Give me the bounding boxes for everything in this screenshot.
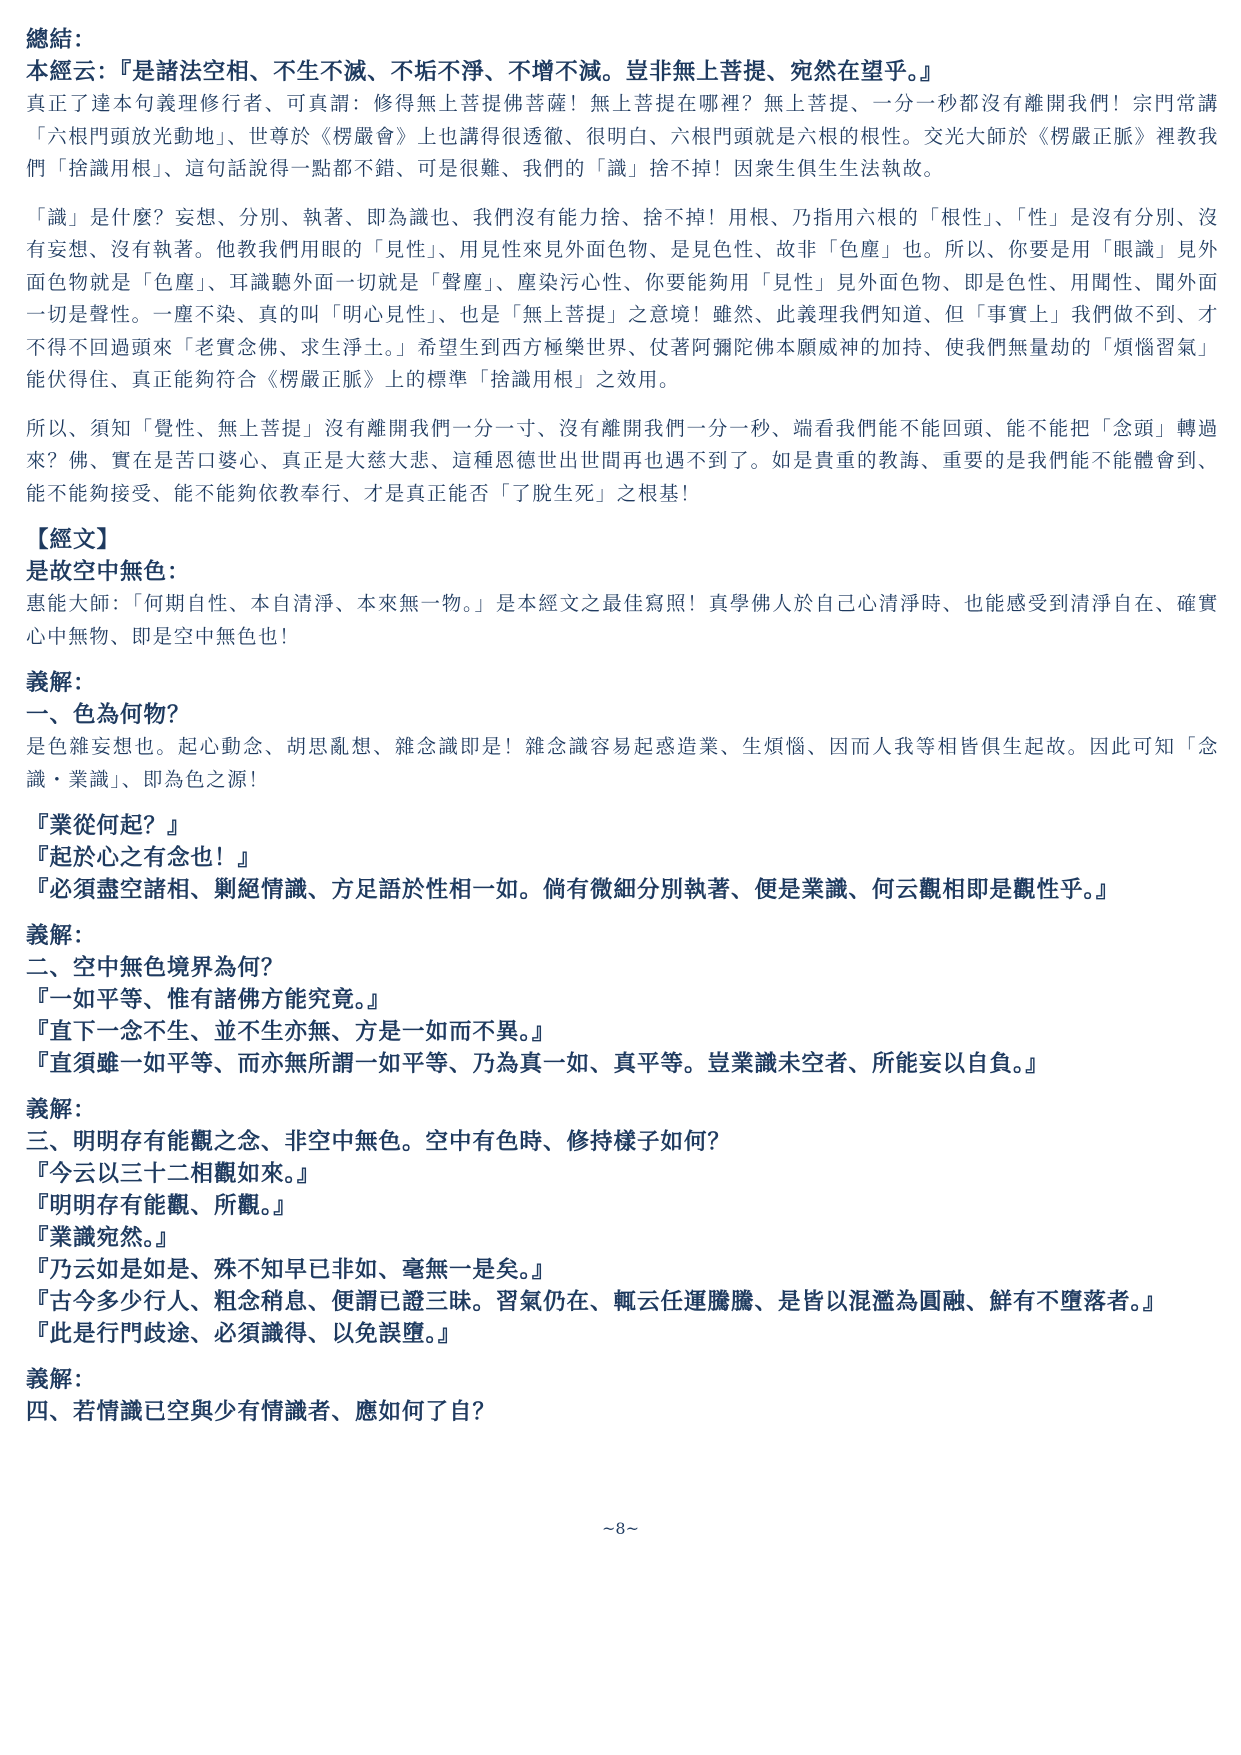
interpretation-answer: 是色雜妄想也。起心動念、胡思亂想、雜念識即是！雜念識容易起惑造業、生煩惱、因而人我等相皆俱生起故。因此可知「念識・業識」、即為色之源！	[26, 735, 1219, 791]
summary-paragraph-3: 所以、須知「覺性、無上菩提」沒有離開我們一分一寸、沒有離開我們一分一秒、端看我們能不能回頭、能不能把「念頭」轉過來？佛、實在是苦口婆心、真正是大慈大悲、這種恩德世出世間再也遇不到了。如是貴重的教誨、重要的是我們能不能體會到、能不能夠接受、能不能夠依教奉行、才是真正能否「了脫生死」之根基！	[26, 416, 1219, 505]
interpretation-question: 四、若情識已空與少有情識者、應如何了自？	[26, 1399, 497, 1425]
quote-line: 『起於心之有念也！』	[26, 845, 262, 871]
quote-line: 『乃云如是如是、殊不知早已非如、毫無一是矣。』	[26, 1257, 556, 1283]
interpretation-question: 一、色為何物？	[26, 702, 191, 728]
quote-line: 『此是行門歧途、必須識得、以免誤墮。』	[26, 1321, 462, 1347]
interpretation-label: 義解：	[26, 1097, 97, 1123]
interpretation-question: 三、明明存有能觀之念、非空中無色。空中有色時、修持樣子如何？	[26, 1129, 732, 1155]
page-number: ~8~	[602, 1519, 639, 1538]
quote-line: 『直須雖一如平等、而亦無所謂一如平等、乃為真一如、真平等。豈業識未空者、所能妄以自負。』	[26, 1051, 1049, 1077]
quote-line: 『一如平等、惟有諸佛方能究竟。』	[26, 987, 391, 1013]
summary-section	[26, 24, 1219, 510]
quote-line: 『明明存有能觀、所觀。』	[26, 1193, 297, 1219]
interpretation-section-1	[26, 667, 1219, 906]
interpretation-section-4	[26, 1364, 1219, 1428]
summary-paragraph-1: 真正了達本句義理修行者、可真謂：修得無上菩提佛菩薩！無上菩提在哪裡？無上菩提、一分一秒都沒有離開我們！宗門常講「六根門頭放光動地」、世尊於《楞嚴會》上也講得很透徹、很明白、六根門頭就是六根的根性。交光大師於《楞嚴正脈》裡教我們「捨識用根」、這句話說得一點都不錯、可是很難、我們的「識」捨不掉！因衆生俱生生法執故。	[26, 92, 1219, 180]
interpretation-label: 義解：	[26, 670, 97, 696]
interpretation-label: 義解：	[26, 923, 97, 949]
quote-line: 『必須盡空諸相、剿絕情識、方足語於性相一如。倘有微細分別執著、便是業識、何云觀相即是觀性乎。』	[26, 877, 1120, 903]
quote-line: 『業識宛然。』	[26, 1225, 180, 1251]
quote-line: 『古今多少行人、粗念稍息、便謂已證三昧。習氣仍在、輒云任運騰騰、是皆以混濫為圓融、鮮有不墮落者。』	[26, 1289, 1167, 1315]
sutra-section	[26, 524, 1219, 653]
quote-line: 『直下一念不生、並不生亦無、方是一如而不異。』	[26, 1019, 556, 1045]
sutra-text: 是故空中無色：	[26, 559, 191, 585]
quote-line: 『今云以三十二相觀如來。』	[26, 1161, 321, 1187]
interpretation-section-2	[26, 920, 1219, 1080]
quote-line: 『業從何起？』	[26, 813, 191, 839]
interpretation-label: 義解：	[26, 1367, 97, 1393]
interpretation-section-3	[26, 1094, 1219, 1350]
summary-main-quote: 本經云：『是諸法空相、不生不滅、不垢不淨、不增不減。豈非無上菩提、宛然在望乎。』	[26, 59, 944, 85]
sutra-label: 【經文】	[26, 527, 121, 553]
sutra-commentary: 惠能大師：「何期自性、本自清淨、本來無一物。」是本經文之最佳寫照！真學佛人於自己心清淨時、也能感受到清淨自在、確實心中無物、即是空中無色也！	[26, 592, 1219, 648]
summary-paragraph-2: 「識」是什麼？妄想、分別、執著、即為識也、我們沒有能力捨、捨不掉！用根、乃指用六根的「根性」、「性」是沒有分別、沒有妄想、沒有執著。他教我們用眼的「見性」、用見性來見外面色物、是見色性、故非「色塵」也。所以、你要是用「眼識」見外面色物就是「色塵」、耳識聽外面一切就是「聲塵」、塵染污心性、你要能夠用「見性」見外面色物、即是色性、用聞性、聞外面一切是聲性。一塵不染、真的叫「明心見性」、也是「無上菩提」之意境！雖然、此義理我們知道、但「事實上」我們做不到、才不得不回過頭來「老實念佛、求生淨土。」希望生到西方極樂世界、仗著阿彌陀佛本願威神的加持、使我們無量劫的「煩惱習氣」能伏得住、真正能夠符合《楞嚴正脈》上的標準「捨識用根」之效用。	[26, 205, 1219, 391]
interpretation-question: 二、空中無色境界為何？	[26, 955, 285, 981]
summary-label: 總結：	[26, 27, 97, 53]
